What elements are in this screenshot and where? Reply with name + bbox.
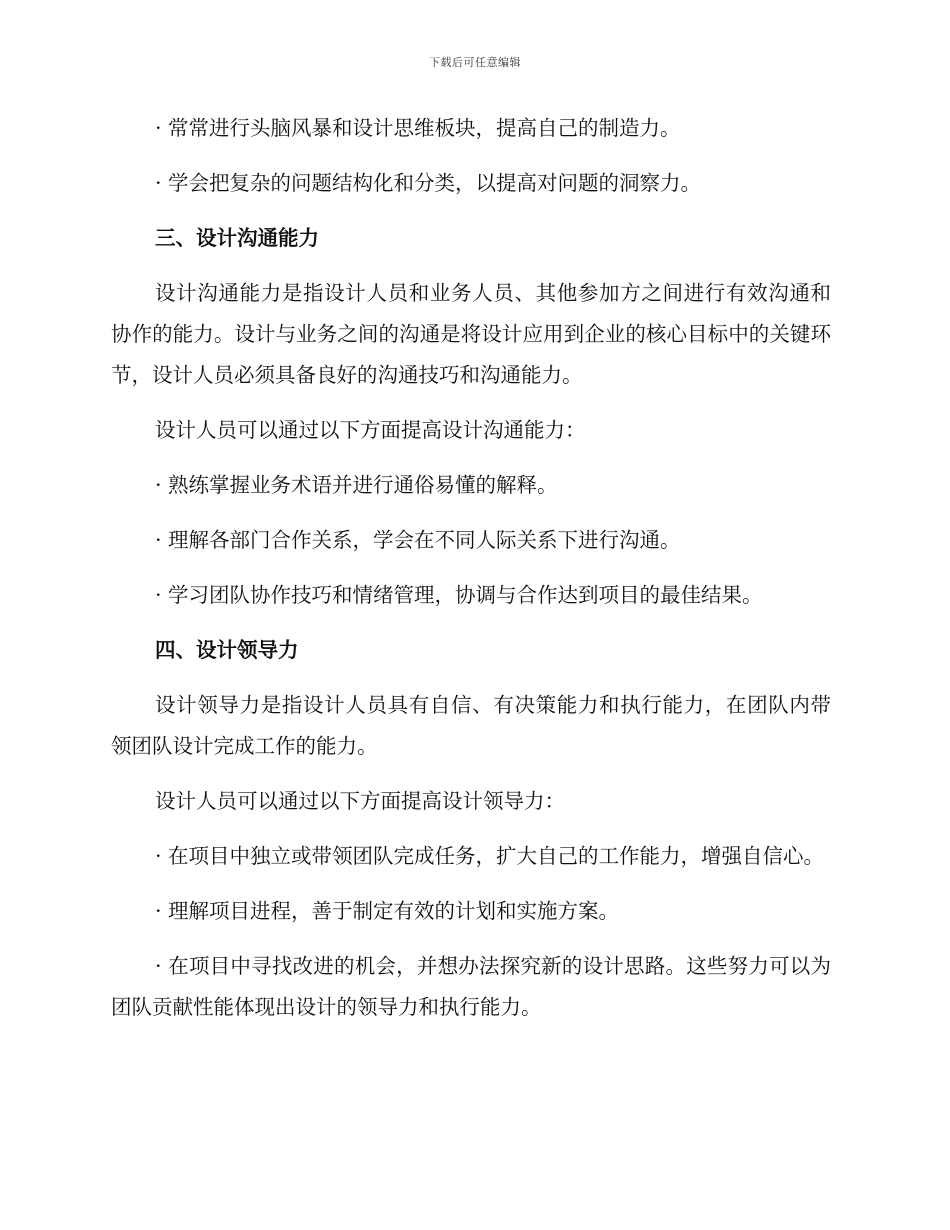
document-body bbox=[111, 108, 831, 1042]
paragraph-communication-intro: 设计人员可以通过以下方面提高设计沟通能力： bbox=[155, 418, 586, 442]
paragraph-communication-definition: 设计沟通能力是指设计人员和业务人员、其他参加方之间进行有效沟通和协作的能力。设计与业务之间的沟通是将设计应用到企业的核心目标中的关键环节，设计人员必须具备良好的沟通技巧和沟通能力。 bbox=[111, 281, 831, 387]
bullet-lead-team: · 在项目中独立或带领团队完成任务，扩大自己的工作能力，增强自信心。 bbox=[155, 844, 825, 868]
section-heading-leadership: 四、设计领导力 bbox=[155, 638, 299, 662]
bullet-project-plan: · 理解项目进程，善于制定有效的计划和实施方案。 bbox=[155, 899, 620, 923]
bullet-structure-problems: · 学会把复杂的问题结构化和分类，以提高对问题的洞察力。 bbox=[155, 171, 702, 195]
bullet-business-terms: · 熟练掌握业务术语并进行通俗易懂的解释。 bbox=[155, 473, 558, 497]
bullet-department-relations: · 理解各部门合作关系，学会在不同人际关系下进行沟通。 bbox=[155, 528, 681, 552]
page-header: 下载后可任意编辑 bbox=[429, 56, 521, 69]
paragraph-leadership-definition: 设计领导力是指设计人员具有自信、有决策能力和执行能力，在团队内带领团队设计完成工作的能力。 bbox=[111, 693, 831, 758]
section-heading-communication: 三、设计沟通能力 bbox=[155, 226, 319, 250]
bullet-brainstorm: · 常常进行头脑风暴和设计思维板块，提高自己的制造力。 bbox=[155, 116, 681, 140]
bullet-teamwork: · 学习团队协作技巧和情绪管理，协调与合作达到项目的最佳结果。 bbox=[155, 583, 763, 607]
bullet-improvement: · 在项目中寻找改进的机会，并想办法探究新的设计思路。这些努力可以为团队贡献性能体现出设计的领导力和执行能力。 bbox=[111, 954, 831, 1019]
paragraph-leadership-intro: 设计人员可以通过以下方面提高设计领导力： bbox=[155, 789, 565, 813]
